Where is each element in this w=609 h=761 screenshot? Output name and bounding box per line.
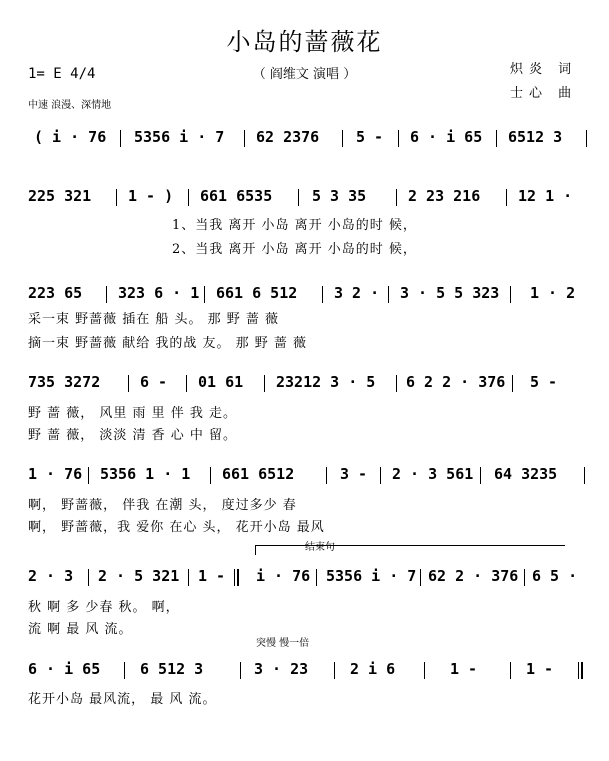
measure: 6 · i 65 bbox=[28, 660, 101, 678]
bar-line bbox=[510, 662, 511, 679]
measure: 2 i 6 bbox=[350, 660, 396, 678]
bar-line bbox=[298, 189, 299, 206]
lyric-verse-1: 采一束 野蔷薇 插在 船 头。 那 野 蔷 薇 bbox=[28, 312, 280, 327]
measure: 5356 1 · 1 bbox=[100, 465, 191, 483]
measure: 223 65 bbox=[28, 284, 83, 302]
bar-line bbox=[188, 189, 189, 206]
measure: 225 321 bbox=[28, 187, 92, 205]
lyric-verse-2: 流 啊 最 风 流。 bbox=[28, 622, 133, 637]
score-system-3 bbox=[0, 284, 609, 304]
lyric-verse-2: 啊， 野蔷薇，我 爱你 在心 头， 花开小岛 最风 bbox=[28, 520, 325, 535]
bar-line bbox=[124, 662, 125, 679]
measure: 2 23 216 bbox=[408, 187, 481, 205]
bar-line bbox=[128, 375, 129, 392]
measure: 5 - bbox=[356, 128, 384, 146]
score-system-4 bbox=[0, 373, 609, 393]
measure: 62 2376 bbox=[256, 128, 320, 146]
measure: i · 76 bbox=[256, 567, 311, 585]
ending-phrase-bracket-tick bbox=[255, 545, 256, 555]
bar-line bbox=[506, 189, 507, 206]
measure: 6 2 2 · 376 bbox=[406, 373, 506, 391]
ritardando-marking: 突慢 慢一倍 bbox=[256, 638, 310, 649]
lyric-verse-2: 摘一束 野蔷薇 献给 我的战 友。 那 野 蔷 薇 bbox=[28, 336, 308, 351]
ending-phrase-bracket bbox=[255, 545, 565, 546]
lyric-verse-1: 秋 啊 多 少春 秋。 啊， bbox=[28, 600, 180, 615]
repeat-bar-line bbox=[234, 569, 239, 586]
bar-line bbox=[380, 467, 381, 484]
bar-line bbox=[512, 375, 513, 392]
bar-line bbox=[496, 130, 497, 147]
measure: 6 5 · bbox=[532, 567, 578, 585]
bar-line bbox=[106, 286, 107, 303]
composer-credit: 士心 曲 bbox=[510, 86, 578, 101]
bar-line bbox=[388, 286, 389, 303]
score-system-2 bbox=[0, 187, 609, 207]
measure: 2 · 3 561 bbox=[392, 465, 474, 483]
score-system-5 bbox=[0, 465, 609, 485]
song-title: 小岛的蔷薇花 bbox=[226, 28, 383, 56]
measure: 735 3272 bbox=[28, 373, 101, 391]
lyric-verse-2: 2、当我 离开 小岛 离开 小岛的时 候， bbox=[172, 242, 417, 257]
bar-line bbox=[424, 662, 425, 679]
bar-line bbox=[316, 569, 317, 586]
lyric-verse-2: 野 蔷 薇， 淡淡 清 香 心 中 留。 bbox=[28, 428, 238, 443]
measure: 6 - bbox=[140, 373, 168, 391]
measure: 62 2 · 376 bbox=[428, 567, 519, 585]
measure: 1 · 2 bbox=[530, 284, 576, 302]
bar-line bbox=[396, 189, 397, 206]
bar-line bbox=[420, 569, 421, 586]
score-system-7 bbox=[0, 660, 609, 680]
bar-line bbox=[120, 130, 121, 147]
bar-line bbox=[334, 662, 335, 679]
measure: 661 6 512 bbox=[216, 284, 298, 302]
bar-line bbox=[398, 130, 399, 147]
measure: 661 6535 bbox=[200, 187, 273, 205]
measure: 5 3 35 bbox=[312, 187, 367, 205]
bar-line bbox=[88, 569, 89, 586]
lyric-verse-1: 野 蔷 薇， 风里 雨 里 伴 我 走。 bbox=[28, 406, 238, 421]
measure: 1 - ) bbox=[128, 187, 174, 205]
bar-line bbox=[396, 375, 397, 392]
key-signature: 1= E 4/4 bbox=[28, 66, 96, 82]
bar-line bbox=[240, 662, 241, 679]
measure: 5356 i · 7 bbox=[326, 567, 417, 585]
measure: 3 - bbox=[340, 465, 368, 483]
measure: 5 - bbox=[530, 373, 558, 391]
measure: 2 · 5 321 bbox=[98, 567, 180, 585]
measure: 12 1 · bbox=[518, 187, 573, 205]
bar-line bbox=[204, 286, 205, 303]
bar-line bbox=[480, 467, 481, 484]
final-bar-line bbox=[578, 662, 583, 679]
measure: 01 61 bbox=[198, 373, 244, 391]
score-system-1 bbox=[0, 128, 609, 148]
bar-line bbox=[524, 569, 525, 586]
measure: ( i · 76 bbox=[34, 128, 107, 146]
score-system-6 bbox=[0, 567, 609, 587]
measure: 1 - bbox=[450, 660, 478, 678]
bar-line bbox=[264, 375, 265, 392]
performer-credit: （ 阎维文 演唱 ） bbox=[252, 67, 357, 82]
lyricist-credit: 炽炎 词 bbox=[510, 62, 578, 77]
measure: 23212 3 · 5 bbox=[276, 373, 376, 391]
measure: 661 6512 bbox=[222, 465, 295, 483]
measure: 6 512 3 bbox=[140, 660, 204, 678]
measure: 323 6 · 1 bbox=[118, 284, 200, 302]
bar-line bbox=[510, 286, 511, 303]
bar-line bbox=[88, 467, 89, 484]
lyric-verse-1: 1、当我 离开 小岛 离开 小岛的时 候， bbox=[172, 218, 417, 233]
measure: 3 · 23 bbox=[254, 660, 309, 678]
measure: 6 · i 65 bbox=[410, 128, 483, 146]
bar-line bbox=[210, 467, 211, 484]
bar-line bbox=[244, 130, 245, 147]
measure: 1 · 76 bbox=[28, 465, 83, 483]
lyric-verse-1: 花开小岛 最风流， 最 风 流。 bbox=[28, 692, 217, 707]
bar-line bbox=[584, 467, 585, 484]
bar-line bbox=[116, 189, 117, 206]
bar-line bbox=[326, 467, 327, 484]
measure: 2 · 3 bbox=[28, 567, 74, 585]
bar-line bbox=[586, 130, 587, 147]
measure: 1 - bbox=[198, 567, 226, 585]
bar-line bbox=[186, 375, 187, 392]
measure: 3 · 5 5 323 bbox=[400, 284, 500, 302]
bar-line bbox=[342, 130, 343, 147]
measure: 1 - bbox=[526, 660, 554, 678]
measure: 3 2 · bbox=[334, 284, 380, 302]
measure: 6512 3 bbox=[508, 128, 563, 146]
lyric-verse-1: 啊， 野蔷薇， 伴我 在潮 头， 度过多少 春 bbox=[28, 498, 297, 513]
measure: 64 3235 bbox=[494, 465, 558, 483]
measure: 5356 i · 7 bbox=[134, 128, 225, 146]
bar-line bbox=[322, 286, 323, 303]
bar-line bbox=[188, 569, 189, 586]
tempo-marking: 中速 浪漫、深情地 bbox=[28, 100, 112, 111]
ending-phrase-label: 结束句 bbox=[305, 542, 335, 553]
